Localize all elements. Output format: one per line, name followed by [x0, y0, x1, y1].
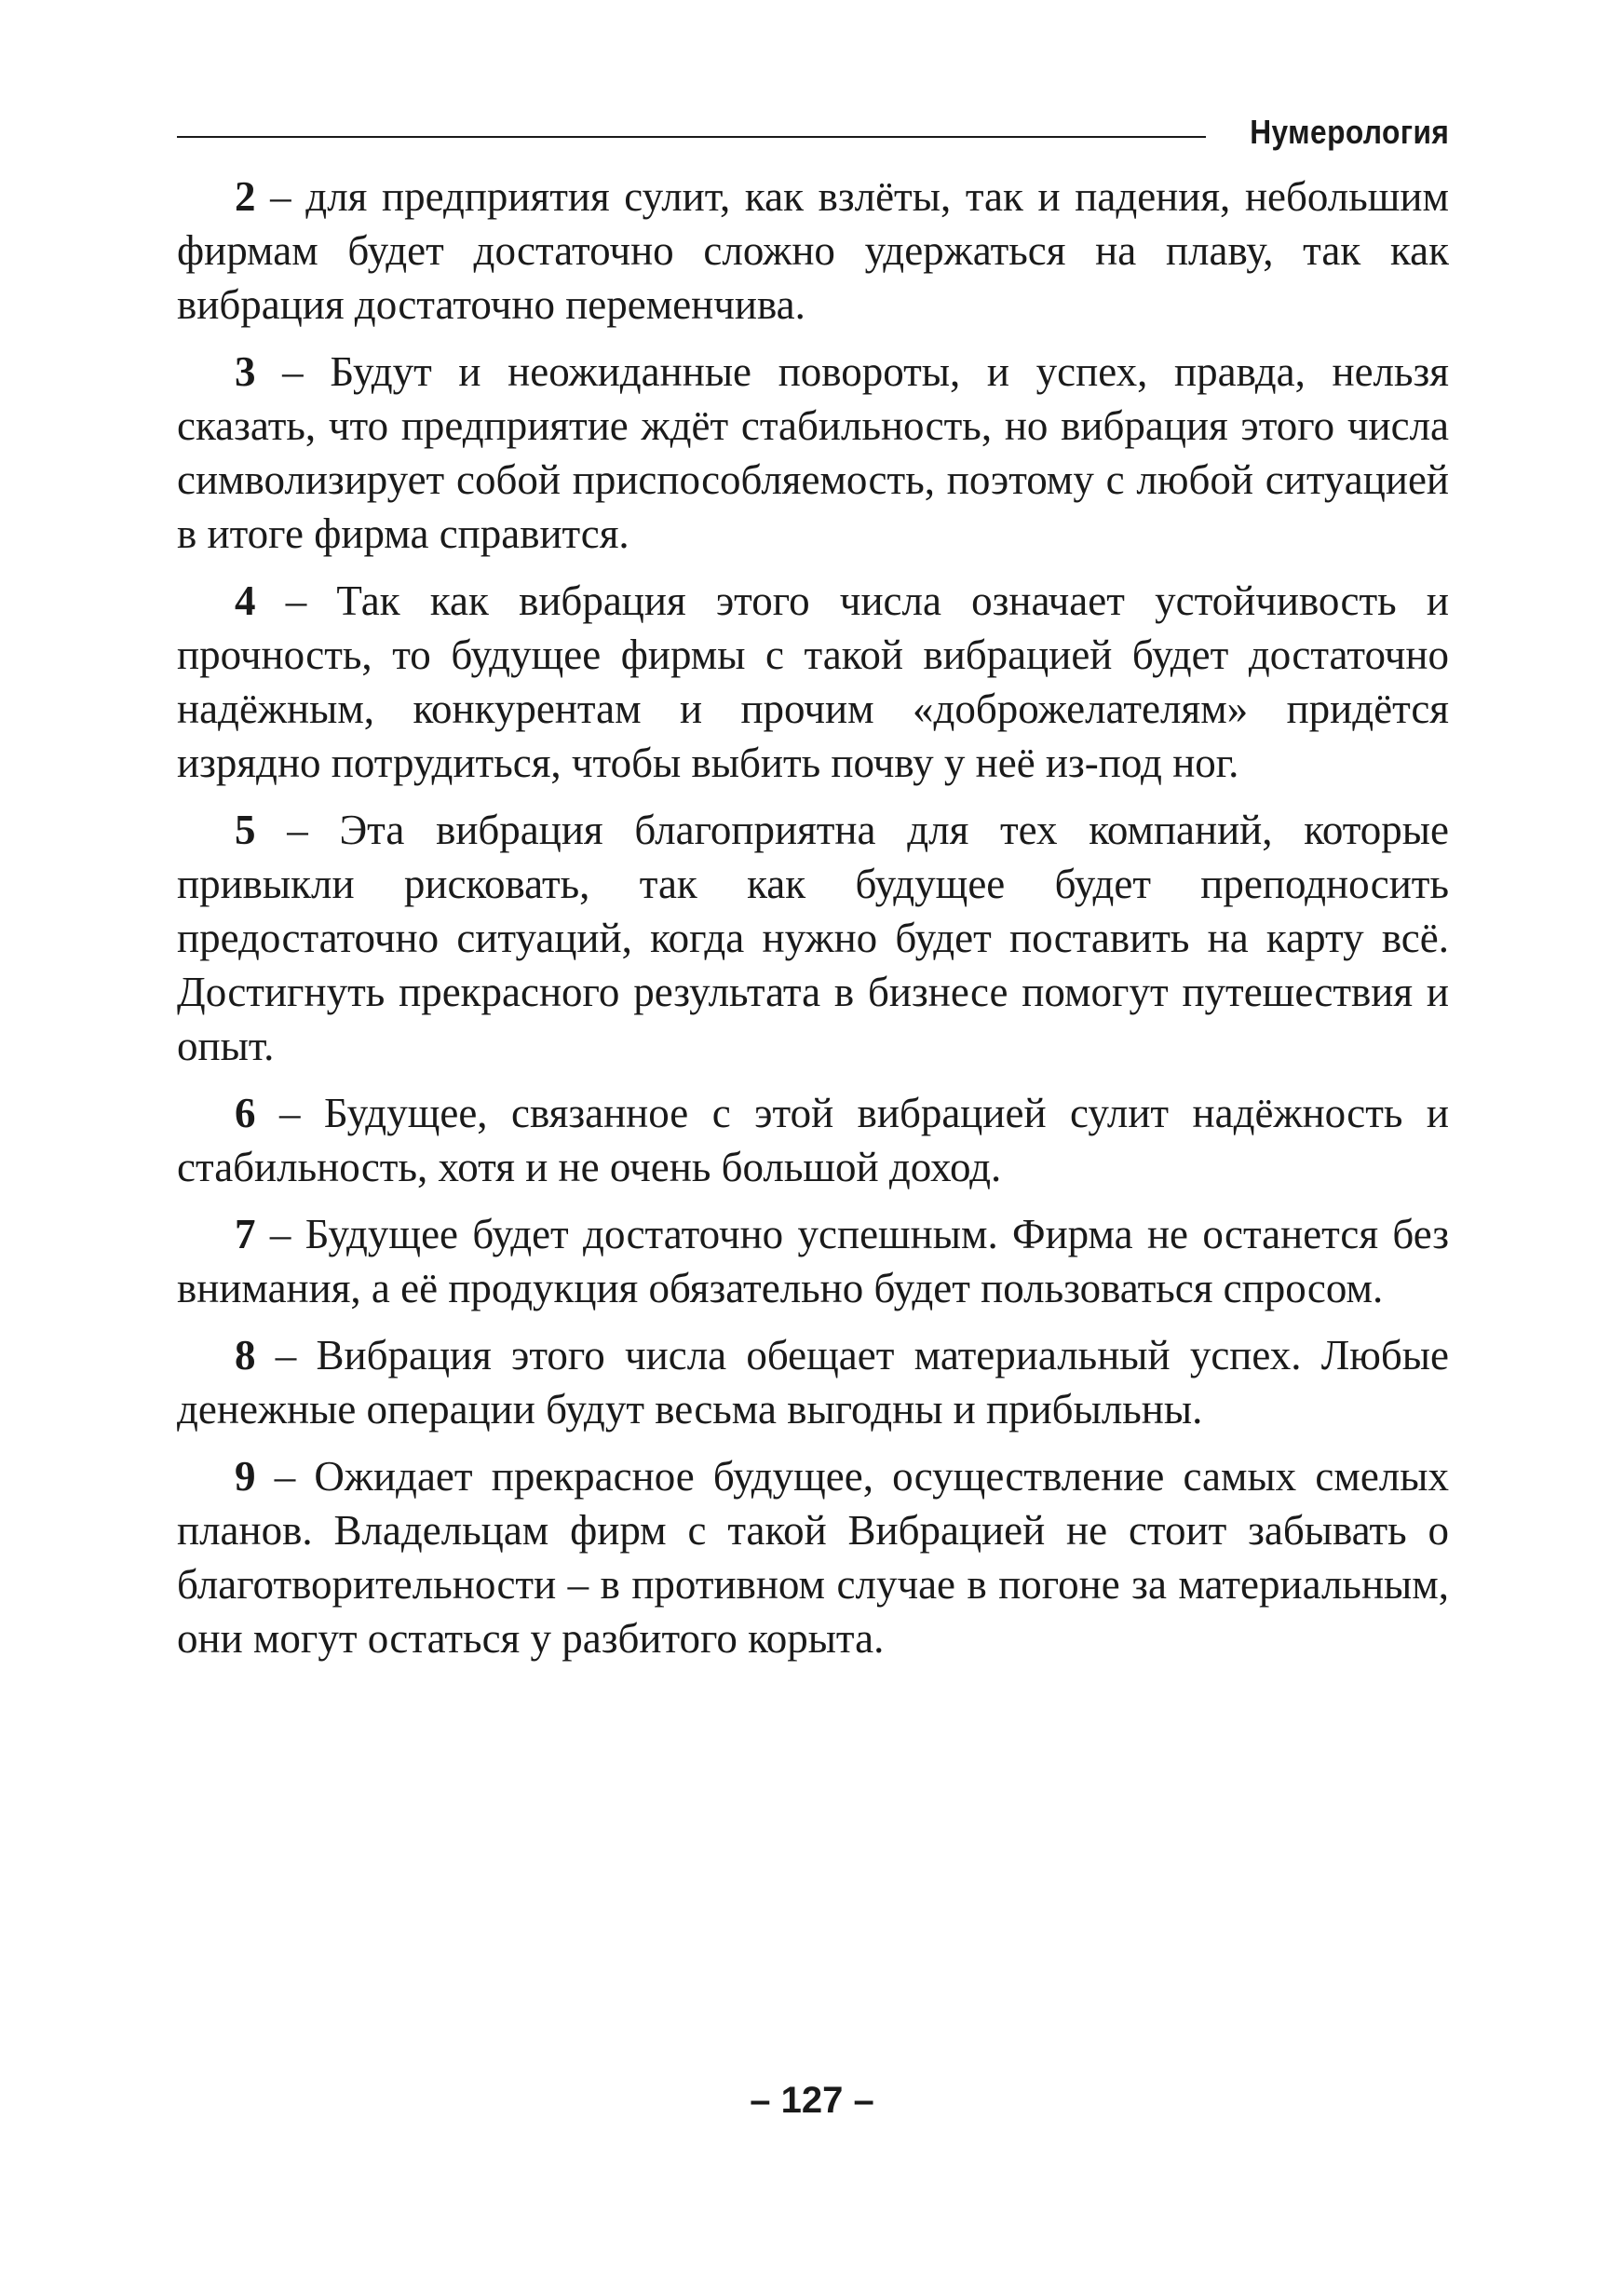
paragraph-number-2 [177, 170, 1449, 332]
paragraph-text: – Будущее, связанное с этой вибрацией сулит надёжность и стабильность, хотя и не очень большой доход. [177, 1090, 1449, 1190]
paragraph-text: – Так как вибрация этого числа означает устойчивость и прочность, то будущее фирмы с такой вибрацией будет достаточно надёжным, конкурентам и прочим «доброжелателям» придётся изрядно потрудиться, чтобы выбить почву у неё из-под ног. [177, 577, 1449, 786]
paragraph-number-8 [177, 1328, 1449, 1436]
paragraph-text: – Ожидает прекрасное будущее, осуществление самых смелых планов. Владельцам фирм с такой Вибрацией не стоит забывать о благотворительности – в противном случае в погоне за материальным, они могут остаться у разбитого корыта. [177, 1453, 1449, 1662]
paragraph-number: 3 [235, 348, 256, 395]
running-header [177, 102, 1449, 149]
body-text [177, 170, 1449, 1678]
paragraph-text: – Будут и неожиданные повороты, и успех, правда, нельзя сказать, что предприятие ждёт стабильность, но вибрация этого числа символизирует собой приспособляемость, поэтому с любой ситуацией в итоге фирма справится. [177, 348, 1449, 557]
paragraph-number-5 [177, 803, 1449, 1073]
paragraph-number-4 [177, 574, 1449, 790]
paragraph-number: 2 [235, 173, 256, 220]
paragraph-number-6 [177, 1086, 1449, 1194]
paragraph-number: 8 [235, 1332, 256, 1378]
paragraph-text: – Вибрация этого числа обещает материальный успех. Любые денежные операции будут весьма выгодны и прибыльны. [177, 1332, 1449, 1433]
paragraph-number: 6 [235, 1090, 256, 1136]
paragraph-number-9 [177, 1449, 1449, 1665]
paragraph-number: 4 [235, 577, 256, 624]
paragraph-text: – для предприятия сулит, как взлёты, так и падения, небольшим фирмам будет достаточно сложно удержаться на плаву, так как вибрация достаточно переменчива. [177, 173, 1449, 328]
paragraph-number-3 [177, 345, 1449, 561]
paragraph-text: – Будущее будет достаточно успешным. Фирма не останется без внимания, а её продукция обязательно будет пользоваться спросом. [177, 1211, 1449, 1311]
paragraph-number: 5 [235, 807, 256, 853]
page-number: – 127 – [750, 2080, 874, 2121]
paragraph-text: – Эта вибрация благоприятна для тех компаний, которые привыкли рисковать, так как будущее будет преподносить предостаточно ситуаций, когда нужно будет поставить на карту всё. Достигнуть прекрасного результата в бизнесе помогут путешествия и опыт. [177, 807, 1449, 1069]
paragraph-number-7 [177, 1207, 1449, 1315]
header-rule [177, 136, 1206, 138]
paragraph-number: 9 [235, 1453, 256, 1500]
paragraph-number: 7 [235, 1211, 256, 1257]
chapter-title: Нумерология [1249, 113, 1449, 151]
